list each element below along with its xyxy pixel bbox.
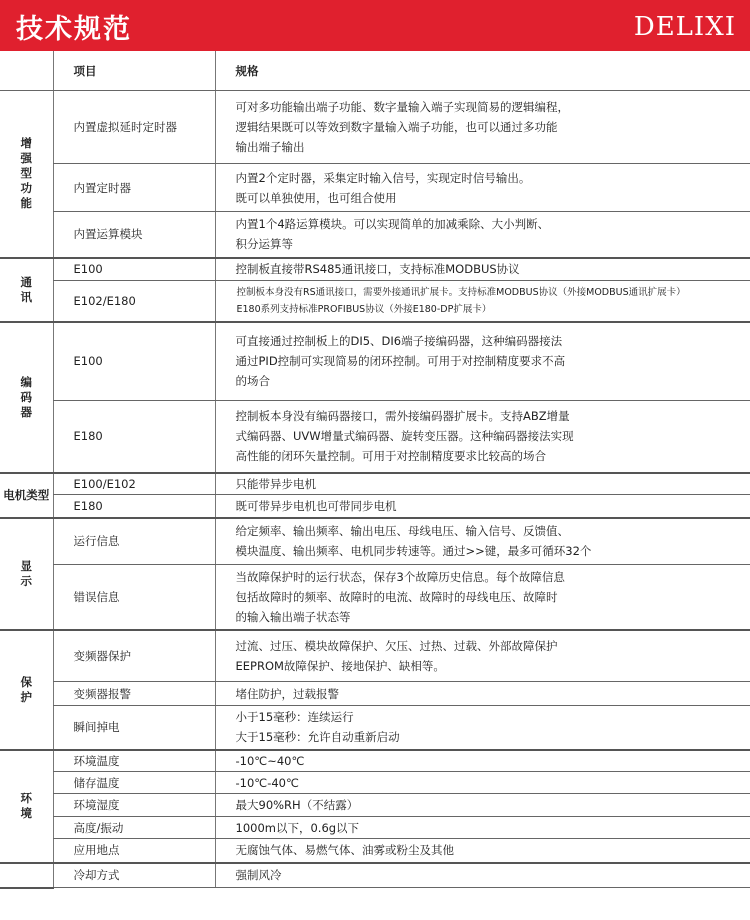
table-row	[0, 706, 750, 750]
spec-line: 通过PID控制可实现简易的闭环控制。可用于对控制精度要求不高	[235, 354, 566, 369]
category-cell	[0, 91, 53, 258]
item-cell: 内置虚拟延时定时器	[53, 91, 215, 164]
table-row	[0, 794, 750, 817]
item-cell: E100/E102	[53, 473, 215, 495]
item-cell: 变频器保护	[53, 630, 215, 682]
spec-line: 高性能的闭环矢量控制。可用于对控制精度要求比较高的场合	[235, 449, 546, 464]
spec-cell	[215, 91, 750, 164]
item-cell: 环境湿度	[53, 794, 215, 817]
item-cell: 冷却方式	[53, 863, 215, 888]
spec-line: 堵住防护，过载报警	[235, 686, 339, 701]
spec-line: 既可以单独使用，也可组合使用	[235, 190, 397, 205]
item-cell: E180	[53, 401, 215, 473]
brand-logo-text: DELIXI	[633, 12, 736, 42]
spec-cell	[215, 794, 750, 817]
category-label: 通讯	[20, 274, 32, 304]
page-header	[0, 0, 750, 51]
spec-cell	[215, 772, 750, 794]
spec-cell	[215, 164, 750, 212]
item-cell: E100	[53, 322, 215, 401]
item-cell: 内置定时器	[53, 164, 215, 212]
spec-cell	[215, 322, 750, 401]
item-cell: E102/E180	[53, 281, 215, 322]
spec-line: 大于15毫秒：允许自动重新启动	[235, 730, 400, 745]
table-row	[0, 281, 750, 322]
spec-cell	[215, 401, 750, 473]
spec-line: 式编码器、UVW增量式编码器、旋转变压器。这种编码器接法实现	[235, 429, 574, 444]
spec-line: 最大90%RH（不结露）	[235, 798, 359, 812]
category-cell	[0, 518, 53, 630]
table-row	[0, 863, 750, 888]
table-row	[0, 322, 750, 401]
spec-line: 给定频率、输出频率、输出电压、母线电压、输入信号、反馈值、	[235, 524, 569, 539]
category-label: 增强型功能	[20, 136, 32, 211]
category-label: 电机类型	[3, 487, 50, 502]
item-cell: E180	[53, 495, 215, 518]
spec-line: 控制板本身没有编码器接口，需外接编码器扩展卡。支持ABZ增量	[235, 409, 570, 424]
table-row	[0, 91, 750, 164]
category-cell	[0, 863, 53, 888]
spec-cell	[215, 839, 750, 863]
item-cell: 环境温度	[53, 750, 215, 772]
col-header-item: 项目	[53, 51, 215, 91]
spec-line: 的输入输出端子状态等	[235, 609, 351, 624]
spec-line: 内置1个4路运算模块。可以实现简单的加减乘除、大小判断、	[235, 217, 550, 232]
category-label: 保护	[20, 674, 32, 704]
spec-line: EEPROM故障保护、接地保护、缺相等。	[235, 658, 445, 673]
spec-line: 小于15毫秒：连续运行	[235, 710, 354, 725]
spec-line: 逻辑结果既可以等效到数字量输入端子功能，也可以通过多功能	[235, 120, 558, 134]
table-row	[0, 518, 750, 565]
spec-line: 包括故障时的频率、故障时的电流、故障时的母线电压、故障时	[235, 589, 558, 604]
table-row	[0, 212, 750, 258]
spec-line: 模块温度、输出频率、电机同步转速等。通过>>键，最多可循环32个	[235, 544, 592, 559]
spec-line: 可对多功能输出端子功能、数字量输入端子实现简易的逻辑编程，	[235, 100, 569, 114]
item-cell: 储存温度	[53, 772, 215, 794]
spec-line: -10℃~40℃	[235, 753, 305, 768]
table-row	[0, 682, 750, 706]
spec-cell	[215, 682, 750, 706]
spec-line: 当故障保护时的运行状态，保存3个故障历史信息。每个故障信息	[235, 569, 565, 584]
spec-cell	[215, 473, 750, 495]
table-row	[0, 565, 750, 630]
category-label: 环境	[20, 791, 32, 820]
category-cell	[0, 630, 53, 750]
table-row	[0, 495, 750, 518]
item-cell: 瞬间掉电	[53, 706, 215, 750]
spec-line: 可直接通过控制板上的DI5、DI6端子接编码器，这种编码器接法	[235, 334, 563, 349]
table-row	[0, 473, 750, 495]
spec-table	[0, 51, 750, 889]
spec-cell	[215, 212, 750, 258]
spec-cell	[215, 750, 750, 772]
table-row	[0, 839, 750, 863]
spec-line: 既可带异步电机也可带同步电机	[235, 498, 397, 513]
spec-cell	[215, 565, 750, 630]
table-row	[0, 258, 750, 281]
spec-line: 只能带异步电机	[235, 476, 316, 491]
item-cell: 变频器报警	[53, 682, 215, 706]
spec-line: E180系列支持标准PROFIBUS协议（外接E180-DP扩展卡）	[236, 303, 492, 315]
spec-line: 1000m以下，0.6g以下	[235, 820, 360, 835]
category-cell	[0, 258, 53, 322]
item-cell: 应用地点	[53, 839, 215, 863]
spec-line: 积分运算等	[235, 237, 293, 252]
table-row	[0, 401, 750, 473]
spec-line: 的场合	[235, 374, 270, 389]
spec-line: 输出端子输出	[235, 140, 305, 154]
item-cell: 内置运算模块	[53, 212, 215, 258]
category-cell	[0, 750, 53, 863]
spec-line: 无腐蚀气体、易燃气体、油雾或粉尘及其他	[235, 843, 454, 858]
spec-line: 过流、过压、模块故障保护、欠压、过热、过载、外部故障保护	[235, 638, 558, 653]
spec-cell	[215, 495, 750, 518]
table-row	[0, 772, 750, 794]
spec-cell	[215, 518, 750, 565]
spec-line: 控制板直接带RS485通讯接口，支持标准MODBUS协议	[235, 262, 520, 277]
spec-cell	[215, 817, 750, 839]
category-label: 编码器	[20, 374, 32, 419]
table-row	[0, 817, 750, 839]
category-cell	[0, 322, 53, 473]
spec-cell	[215, 706, 750, 750]
table-body	[0, 91, 750, 888]
item-cell: 高度/振动	[53, 817, 215, 839]
table-header-row	[0, 51, 750, 91]
category-label: 显示	[20, 558, 32, 588]
spec-cell	[215, 630, 750, 682]
spec-line: 内置2个定时器，采集定时输入信号，实现定时信号输出。	[235, 170, 531, 185]
spec-line: -10℃-40℃	[235, 775, 299, 790]
table-row	[0, 164, 750, 212]
col-header-spec: 规格	[215, 51, 750, 91]
table-row	[0, 630, 750, 682]
category-cell	[0, 473, 53, 518]
spec-cell	[215, 863, 750, 888]
header-blank	[0, 51, 53, 91]
item-cell: 错误信息	[53, 565, 215, 630]
table-row	[0, 750, 750, 772]
spec-cell	[215, 281, 750, 322]
page-title: 技术规范	[16, 14, 132, 45]
spec-line: 控制板本身没有RS通讯接口，需要外接通讯扩展卡。支持标准MODBUS协议（外接MODBUS通讯扩展卡）	[236, 286, 686, 298]
spec-line: 强制风冷	[235, 868, 282, 883]
item-cell: 运行信息	[53, 518, 215, 565]
spec-cell	[215, 258, 750, 281]
item-cell: E100	[53, 258, 215, 281]
